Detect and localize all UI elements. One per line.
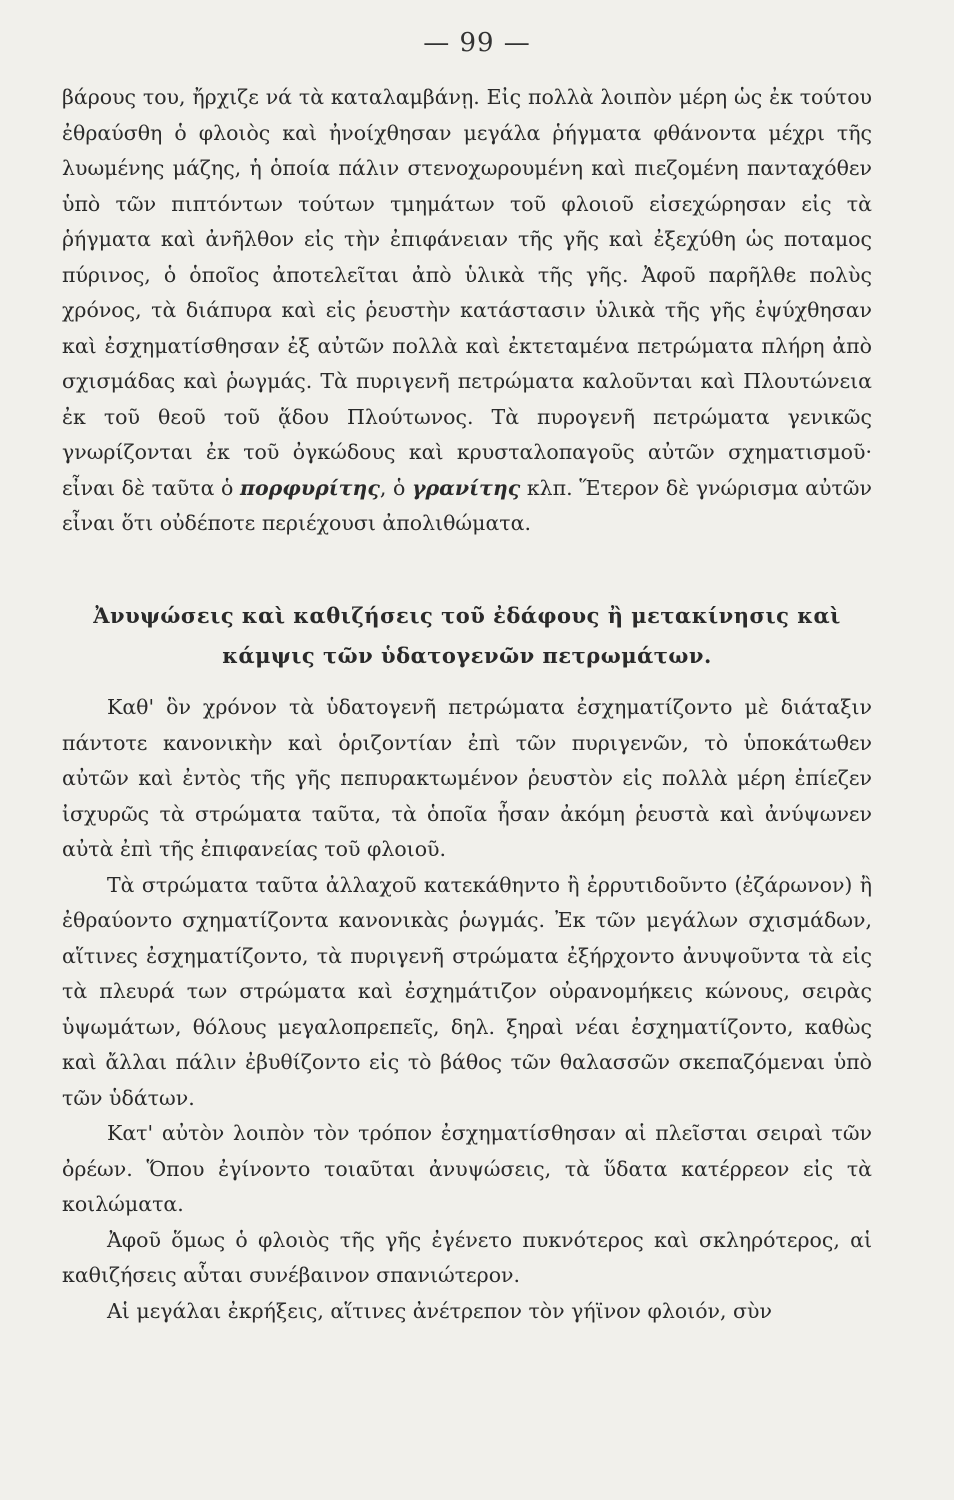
- paragraph-text-part1: βάρους του, ἤρχιζε νά τὰ καταλαμβάνῃ. Εἰς πολλὰ λοιπὸν μέρη ὡς ἐκ τούτου ἐθραύσθη ὁ φλοιὸς καὶ ἠνοίχθησαν μεγάλα ῥήγματα φθάνοντα μέχρι τῆς λυωμένης μάζης, ἡ ὁποία πάλιν στενοχωρουμένη καὶ πιεζομένη πανταχόθεν ὑπὸ τῶν πιπτόντων τούτων τμημάτων τοῦ φλοιοῦ εἰσεχώρησαν εἰς τὰ ῥήγματα καὶ ἀνῆλθον εἰς τὴν ἐπιφάνειαν τῆς γῆς καὶ ἐξεχύθη ὡς ποταμος πύρινος, ὁ ὁποῖος ἀποτελεῖται ἀπὸ ὑλικὰ τῆς γῆς. Ἀφοῦ παρῆλθε πολὺς χρόνος, τὰ διάπυρα καὶ εἰς ῥευστὴν κατάστασιν ὑλικὰ τῆς γῆς ἐψύχθησαν καὶ ἐσχηματίσθησαν ἐξ αὐτῶν πολλὰ καὶ ἐκτεταμένα πετρώματα πλήρη ἀπὸ σχισμάδας καὶ ῥωγμάς. Τὰ πυριγενῆ πετρώματα καλοῦνται καὶ Πλουτώνεια ἐκ τοῦ θεοῦ τοῦ ᾅδου Πλούτωνος. Τὰ πυρογενῆ πετρώματα γενικῶς γνωρίζονται ἐκ τοῦ ὀγκώδους καὶ κρυσταλοπαγοῦς αὐτῶν σχηματισμοῦ· εἶναι δὲ ταῦτα ὁ: [62, 85, 872, 500]
- page-number: — 99 —: [423, 28, 531, 58]
- paragraph-igneous-rocks: [62, 80, 872, 542]
- paragraph-text-part2: κλπ. Ἕτερον δὲ γνώρισμα αὐτῶν εἶναι ὅτι οὐδέποτε περιέχουσι ἀπολιθώματα.: [62, 475, 872, 535]
- paragraph: Τὰ στρώματα ταῦτα ἀλλαχοῦ κατεκάθηντο ἢ ἐρρυτιδοῦντο (ἐζάρωνον) ἢ ἐθραύοντο σχηματίζοντα κανονικὰς ῥωγμάς. Ἐκ τῶν μεγάλων σχισμάδων, αἵτινες ἐσχηματίζοντο, τὰ πυριγενῆ στρώματα ἐξήρχοντο ἀνυψοῦντα τὰ εἰς τὰ πλευρά των στρώματα καὶ ἐσχημάτιζον οὐρανομήκεις κώνους, σειρὰς ὑψωμάτων, θόλους μεγαλοπρεπεῖς, δηλ. ξηραὶ νέαι ἐσχηματίζοντο, καθὼς καὶ ἄλλαι πάλιν ἐβυθίζοντο εἰς τὸ βάθος τῶν θαλασσῶν σκεπαζόμεναι ὑπὸ τῶν ὑδάτων.: [62, 872, 872, 1110]
- paragraph: Αἱ μεγάλαι ἐκρήξεις, αἵτινες ἀνέτρεπον τὸν γήϊνον φλοιόν, σὺν: [107, 1298, 772, 1323]
- section-heading: Ἀνυψώσεις καὶ καθιζήσεις τοῦ ἐδάφους ἢ μετακίνησις καὶ κάμψις τῶν ὑδατογενῶν πετρωμάτων.: [93, 603, 841, 668]
- term-granite: γρανίτης: [411, 475, 521, 500]
- term-porphyrite: πορφυρίτης: [240, 475, 380, 500]
- paragraph-text-mid: , ὁ: [379, 475, 406, 500]
- paragraph-text: [62, 80, 872, 542]
- section-body: [62, 690, 872, 1329]
- paragraph: Κατ' αὐτὸν λοιπὸν τὸν τρόπον ἐσχηματίσθησαν αἱ πλεῖσται σειραὶ τῶν ὀρέων. Ὅπου ἐγίνοντο τοιαῦται ἀνυψώσεις, τὰ ὕδατα κατέρρεον εἰς τὰ κοιλώματα.: [62, 1121, 872, 1216]
- paragraph: Καθ' ὃν χρόνον τὰ ὑδατογενῆ πετρώματα ἐσχηματίζοντο μὲ διάταξιν πάντοτε κανονικὴν καὶ ὁριζοντίαν ἐπὶ τῶν πυριγενῶν, τὸ ὑποκάτωθεν αὐτῶν καὶ ἐντὸς τῆς γῆς πεπυρακτωμένον ῥευστὸν εἰς πολλὰ μέρη ἐπίεζεν ἰσχυρῶς τὰ στρώματα ταῦτα, τὰ ὁποῖα ἦσαν ἀκόμη ῥευστὰ καὶ ἀνύψωνεν αὐτὰ ἐπὶ τῆς ἐπιφανείας τοῦ φλοιοῦ.: [62, 695, 872, 861]
- paragraph: Ἀφοῦ ὅμως ὁ φλοιὸς τῆς γῆς ἐγένετο πυκνότερος καὶ σκληρότερος, αἱ καθιζήσεις αὗται συνέβαινον σπανιώτερον.: [62, 1227, 872, 1287]
